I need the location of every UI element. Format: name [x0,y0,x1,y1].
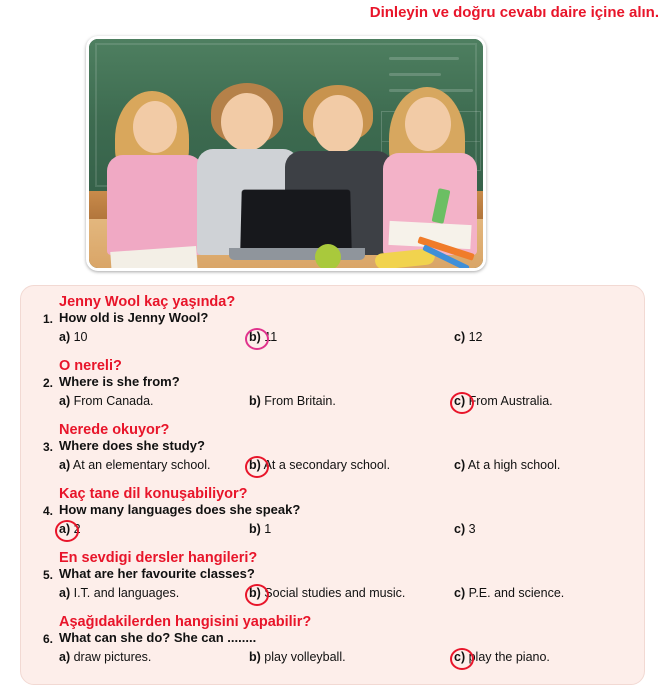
answer-option-label: c) [454,330,466,344]
quiz-panel [20,285,645,685]
answer-option-label: c) [454,458,466,472]
answer-option[interactable] [59,650,151,664]
answer-options [59,330,636,350]
chalk-line-2 [389,73,441,76]
answer-option[interactable] [249,586,405,600]
laptop-screen [240,190,352,252]
question-text-english: Where is she from? [59,374,180,389]
answer-option-text: 10 [70,330,88,344]
answer-option-text: 2 [70,522,81,536]
question-number: 4. [42,504,53,518]
apple [315,244,341,268]
answer-option[interactable] [59,458,210,472]
question-number: 2. [42,376,53,390]
answer-option[interactable] [59,522,81,536]
answer-option[interactable] [249,394,336,408]
answer-option-text: 12 [465,330,483,344]
answer-option[interactable] [59,586,179,600]
question-number: 3. [42,440,53,454]
answer-option-label: a) [59,458,71,472]
answer-option-text: At an elementary school. [70,458,211,472]
question-number: 5. [42,568,53,582]
answer-option-label: c) [454,394,466,408]
answer-option-text: play volleyball. [260,650,346,664]
answer-option-label: b) [249,458,261,472]
answer-option-label: c) [454,650,466,664]
answer-option-text: At a secondary school. [260,458,391,472]
question-text-english: How old is Jenny Wool? [59,310,209,325]
answer-option[interactable] [454,586,564,600]
laptop-base [229,248,365,260]
answer-option-label: a) [59,650,71,664]
answer-option-text: P.E. and science. [465,586,565,600]
classroom-photo [86,36,486,271]
answer-option[interactable] [249,650,346,664]
answer-option-text: draw pictures. [70,650,152,664]
child-1-body [107,155,203,255]
answer-option-text: I.T. and languages. [70,586,180,600]
answer-option-label: b) [249,586,261,600]
question-text-turkish: Jenny Wool kaç yaşında? [59,294,236,310]
answer-option-text: From Australia. [465,394,553,408]
answer-option-label: a) [59,586,71,600]
question-block [21,614,644,674]
answer-options [59,650,636,670]
question-block [21,550,644,610]
question-text-english: How many languages does she speak? [59,502,301,517]
photo-content [89,39,483,268]
answer-option[interactable] [59,394,154,408]
answer-option[interactable] [454,458,560,472]
question-text-turkish: Aşağıdakilerden hangisini yapabilir? [59,614,312,630]
question-text-english: Where does she study? [59,438,205,453]
child-2-head [221,93,273,151]
question-number: 6. [42,632,53,646]
question-text-turkish: Nerede okuyor? [59,422,170,438]
question-block [21,422,644,482]
answer-option-label: a) [59,394,71,408]
child-4-head [405,97,451,151]
answer-option[interactable] [249,458,390,472]
answer-option[interactable] [249,522,271,536]
answer-option-text: At a high school. [465,458,561,472]
answer-option-text: From Britain. [260,394,336,408]
answer-option-text: play the piano. [465,650,550,664]
answer-option-label: b) [249,650,261,664]
question-text-turkish: O nereli? [59,358,122,374]
question-text-turkish: Kaç tane dil konuşabiliyor? [59,486,248,502]
question-text-english: What can she do? She can ........ [59,630,257,645]
answer-option-label: b) [249,394,261,408]
answer-option-text: From Canada. [70,394,154,408]
question-block [21,294,644,354]
answer-option-text: 11 [260,330,278,344]
answer-option-label: a) [59,330,71,344]
answer-option-text: Social studies and music. [260,586,406,600]
answer-option[interactable] [454,394,553,408]
answer-options [59,458,636,478]
answer-option-label: c) [454,586,466,600]
answer-options [59,522,636,542]
answer-option[interactable] [454,330,483,344]
child-3-head [313,95,363,153]
question-number: 1. [42,312,53,326]
question-text-english: What are her favourite classes? [59,566,255,581]
question-text-turkish: En sevdigi dersler hangileri? [59,550,258,566]
answer-options [59,394,636,414]
child-1-head [133,101,177,153]
answer-option[interactable] [454,650,550,664]
answer-option-label: a) [59,522,71,536]
answer-option[interactable] [454,522,476,536]
answer-option-text: 1 [260,522,272,536]
answer-option-text: 3 [465,522,476,536]
answer-options [59,586,636,606]
answer-option[interactable] [59,330,88,344]
answer-option-label: c) [454,522,466,536]
chalk-line-1 [389,57,459,60]
question-block [21,358,644,418]
answer-option-label: b) [249,330,261,344]
question-block [21,486,644,546]
instruction-text: Dinleyin ve doğru cevabı daire içine alın. [369,4,659,21]
answer-option-label: b) [249,522,261,536]
answer-option[interactable] [249,330,277,344]
